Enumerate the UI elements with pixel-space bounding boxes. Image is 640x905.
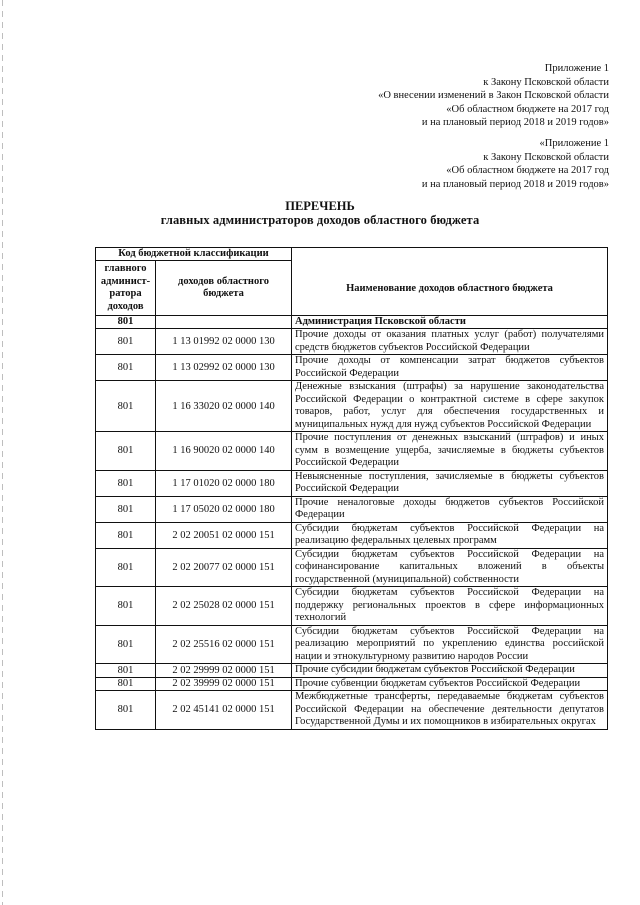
revenue-code-cell: 2 02 25028 02 0000 151 [156,587,292,626]
revenue-name-cell: Субсидии бюджетам субъектов Российской Федерации на софинансирование капитальных вложений в объекты государственной (муниципальной) собственности [292,548,608,587]
revenue-name-cell: Прочие субсидии бюджетам субъектов Российской Федерации [292,664,608,678]
admin-code-cell: 801 [96,496,156,522]
appendix-line: «О внесении изменений в Закон Псковской области [378,90,609,101]
header-revenue-name: Наименование доходов областного бюджета [292,248,608,316]
revenue-name-cell: Субсидии бюджетам субъектов Российской Федерации на реализацию мероприятий по укреплению единства российской нации и этнокультурному развитию народов России [292,625,608,664]
admin-code-cell: 801 [96,677,156,691]
revenue-code-cell: 1 17 05020 02 0000 180 [156,496,292,522]
revenue-name-cell: Субсидии бюджетам субъектов Российской Федерации на поддержку региональных проектов в сфере информационных технологий [292,587,608,626]
table-row [96,432,608,471]
admin-code-cell: 801 [96,522,156,548]
admin-code-cell: 801 [96,548,156,587]
agency-code: 801 [96,316,156,329]
table-row [96,587,608,626]
appendix-line: и на плановый период 2018 и 2019 годов» [421,178,609,190]
revenue-code-cell: 1 13 01992 02 0000 130 [156,329,292,355]
revenue-code-cell: 2 02 20077 02 0000 151 [156,548,292,587]
revenue-code-cell: 2 02 29999 02 0000 151 [156,664,292,678]
header-budget-classification-code: Код бюджетной классификации [96,248,292,261]
revenue-name-cell: Межбюджетные трансферты, передаваемые бюджетам субъектов Российской Федерации на обеспечение деятельности депутатов Государственной Думы и их помощников в избирательных округах [292,691,608,730]
appendix-line: «Об областном бюджете на 2017 год [446,165,609,176]
appendix-line: к Закону Псковской области [483,76,609,88]
revenue-code-cell: 1 13 02992 02 0000 130 [156,355,292,381]
document-title: ПЕРЕЧЕНЬ [285,199,355,213]
admin-code-cell: 801 [96,381,156,432]
revenue-code-cell: 2 02 20051 02 0000 151 [156,522,292,548]
revenue-name-cell: Невыясненные поступления, зачисляемые в бюджеты субъектов Российской Федерации [292,470,608,496]
appendix-line: и на плановый период 2018 и 2019 годов» [421,117,609,128]
admin-code-cell: 801 [96,664,156,678]
header-revenue-code: доходов областного бюджета [156,261,292,316]
revenue-name-cell: Прочие неналоговые доходы бюджетов субъектов Российской Федерации [292,496,608,522]
appendix-line: «Приложение 1 [539,138,609,149]
revenue-code-cell: 1 16 33020 02 0000 140 [156,381,292,432]
revenue-code-cell: 2 02 45141 02 0000 151 [156,691,292,730]
admin-code-cell: 801 [96,470,156,496]
revenue-code-cell: 2 02 39999 02 0000 151 [156,677,292,691]
table-row [96,381,608,432]
admin-code-cell: 801 [96,691,156,730]
revenue-name-cell: Прочие доходы от оказания платных услуг (работ) получателями средств бюджетов субъектов Российской Федерации [292,329,608,355]
revenue-code-cell: 1 17 01020 02 0000 180 [156,470,292,496]
appendix-note-amending-law [378,62,609,130]
revenue-code-cell: 1 16 90020 02 0000 140 [156,432,292,471]
revenue-administrators-table [95,247,608,730]
agency-row [96,316,608,329]
admin-code-cell: 801 [96,329,156,355]
revenue-name-cell: Прочие поступления от денежных взысканий (штрафов) и иных сумм в возмещение ущерба, зачисляемые в бюджеты субъектов Российской Федерации [292,432,608,471]
appendix-note-budget-law [422,137,609,191]
table-row [96,677,608,691]
table-row [96,496,608,522]
appendix-line: «Об областном бюджете на 2017 год [446,103,609,115]
revenue-name-cell: Денежные взыскания (штрафы) за нарушение законодательства Российской Федерации о контрактной системе в сфере закупок товаров, работ, услуг для обеспечения государственных и муниципальных нужд для нужд субъектов Российской Федерации [292,381,608,432]
table-row [96,522,608,548]
table-row [96,470,608,496]
table-row [96,664,608,678]
admin-code-cell: 801 [96,625,156,664]
table-row [96,691,608,730]
table-row [96,625,608,664]
header-chief-administrator: главного админист-ратора доходов [96,261,156,316]
document-subtitle: главных администраторов доходов областного бюджета [160,213,480,227]
appendix-line: Приложение 1 [544,63,609,74]
admin-code-cell: 801 [96,587,156,626]
scan-page-edge [2,0,3,905]
revenue-name-cell: Прочие субвенции бюджетам субъектов Российской Федерации [292,677,608,691]
table-row [96,355,608,381]
revenue-code-cell: 2 02 25516 02 0000 151 [156,625,292,664]
revenue-name-cell: Прочие доходы от компенсации затрат бюджетов субъектов Российской Федерации [292,355,608,381]
appendix-line: к Закону Псковской области [483,151,609,163]
agency-name: Администрация Псковской области [292,316,608,329]
admin-code-cell: 801 [96,355,156,381]
admin-code-cell: 801 [96,432,156,471]
agency-empty-cell [156,316,292,329]
revenue-name-cell: Субсидии бюджетам субъектов Российской Федерации на реализацию федеральных целевых программ [292,522,608,548]
table-row [96,548,608,587]
table-row [96,329,608,355]
